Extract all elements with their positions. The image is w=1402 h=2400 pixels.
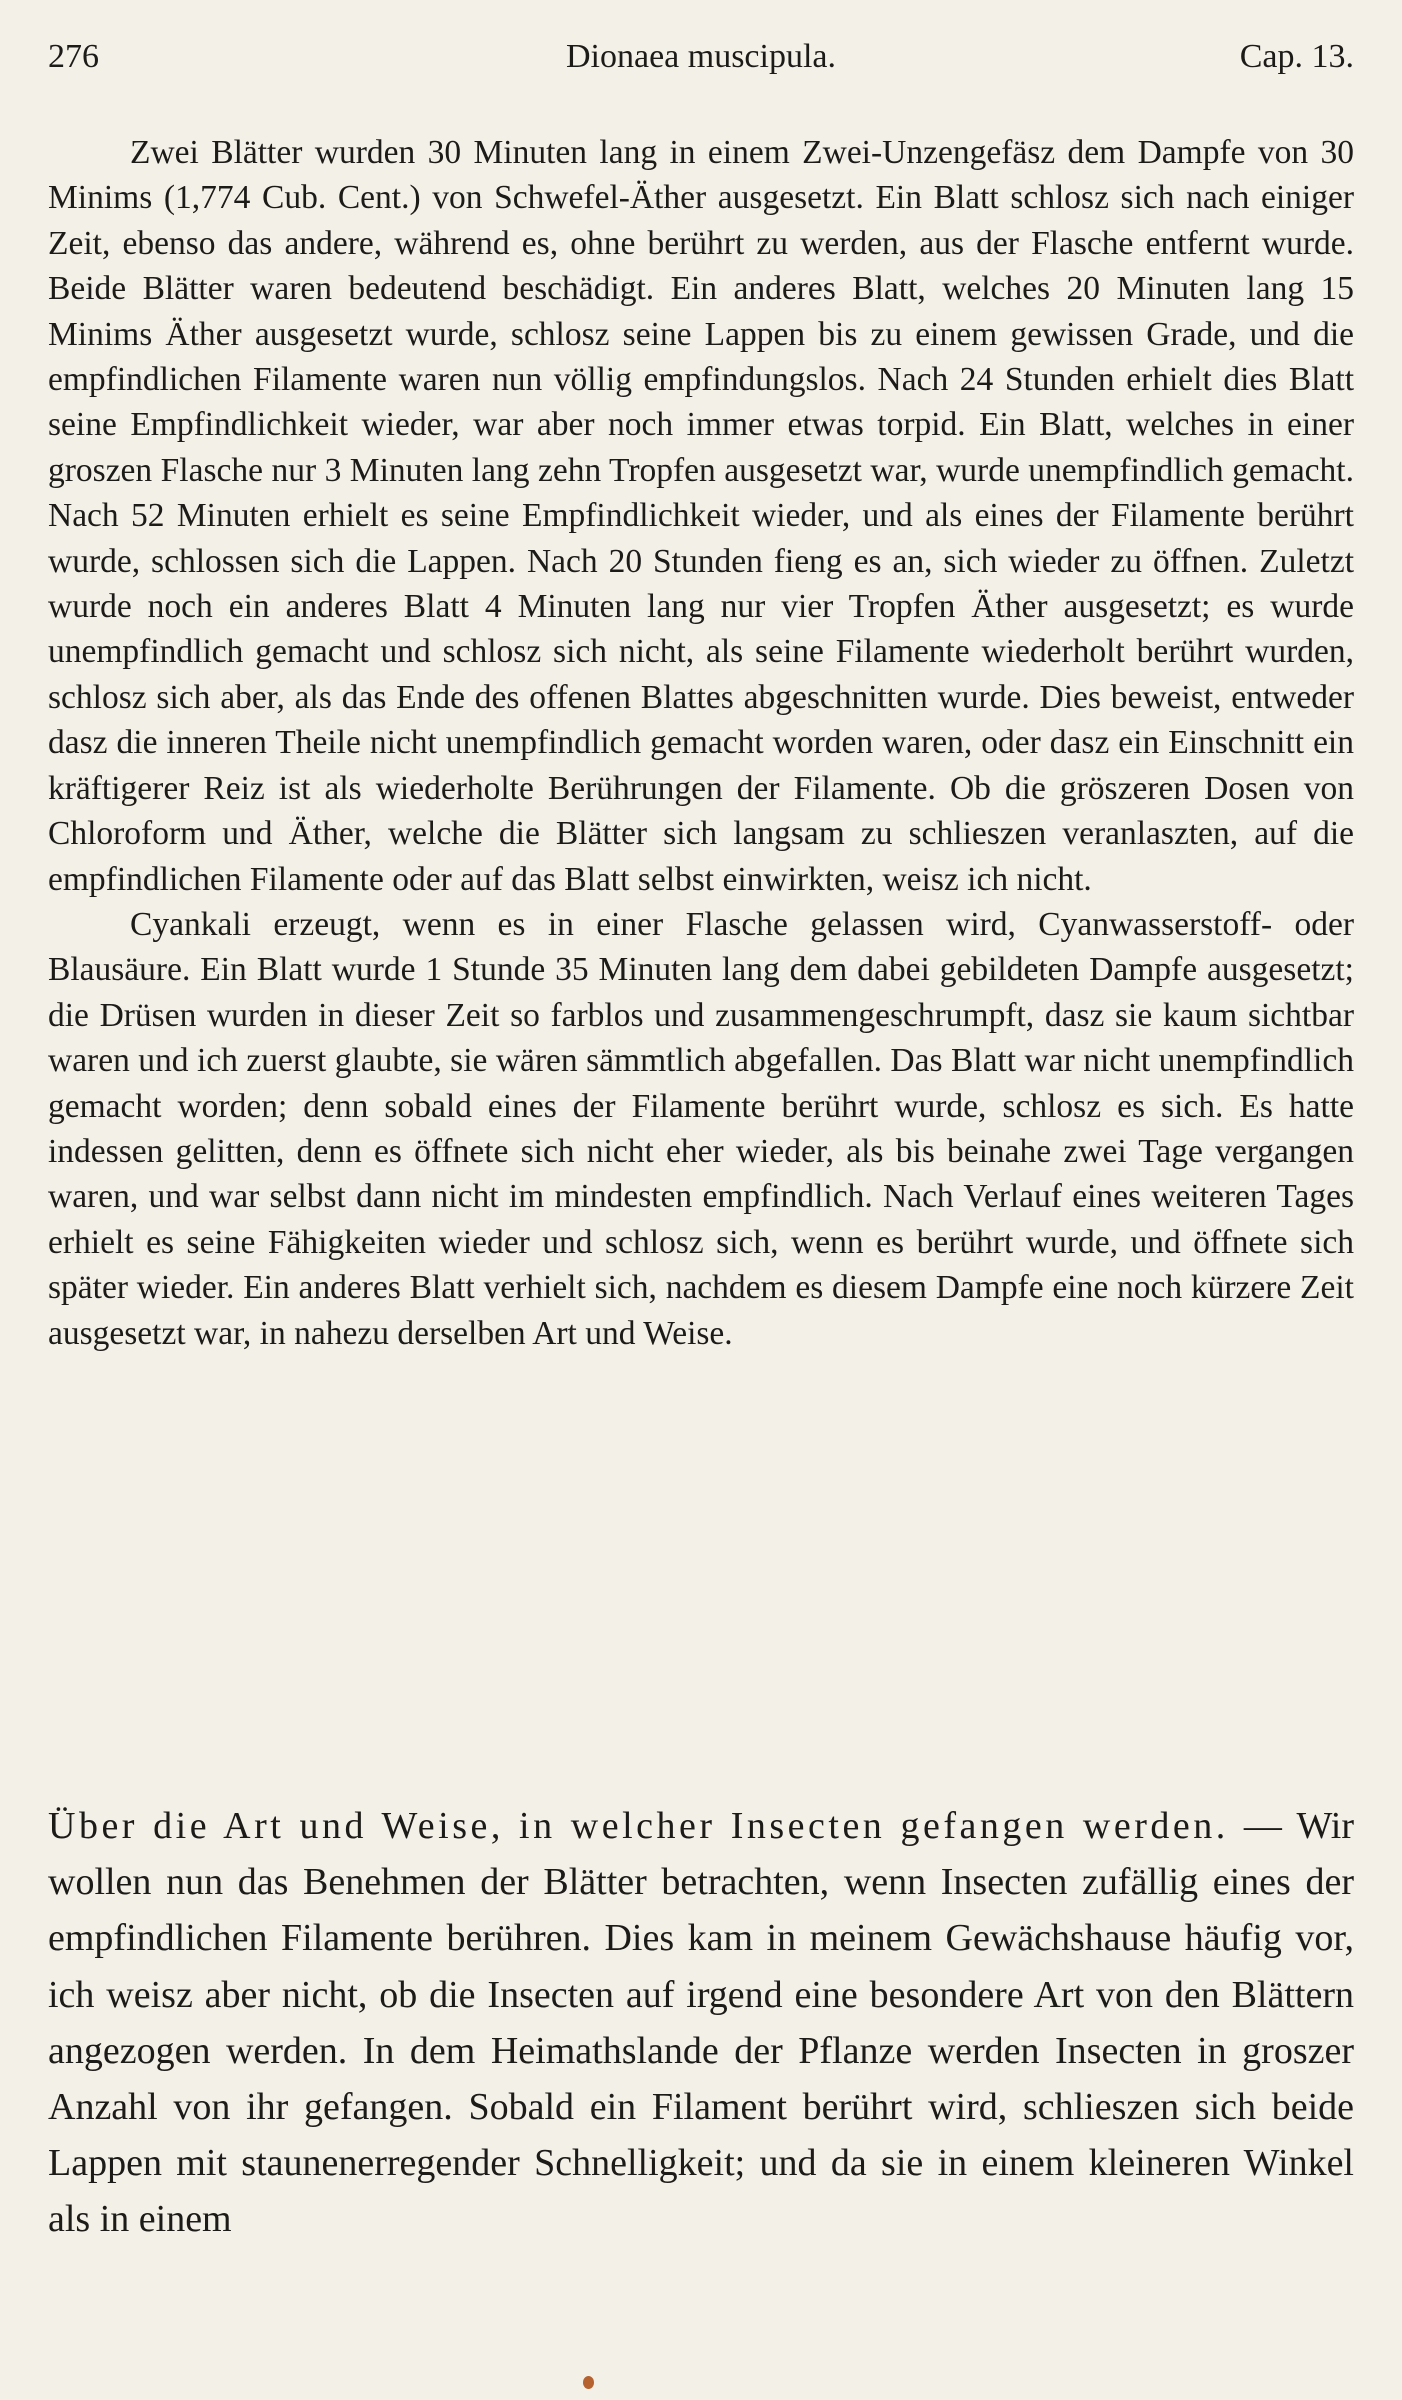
running-head (48, 38, 1354, 88)
section-insects (48, 1798, 1354, 2248)
paragraph-ether: Zwei Blätter wurden 30 Minuten lang in einem Zwei-Unzengefäsz dem Dampfe von 30 Minims (1,774 Cub. Cent.) von Schwefel-Äther ausgesetzt. Ein Blatt schlosz sich nach einiger Zeit, ebenso das andere, während es, ohne berührt zu werden, aus der Flasche entfernt wurde. Beide Blätter waren bedeutend beschädigt. Ein anderes Blatt, welches 20 Minuten lang 15 Minims Äther ausgesetzt wurde, schlosz seine Lappen bis zu einem gewissen Grade, und die empfindlichen Filamente waren nun völlig empfindungslos. Nach 24 Stunden erhielt dies Blatt seine Empfindlichkeit wieder, war aber noch immer etwas torpid. Ein Blatt, welches in einer groszen Flasche nur 3 Minuten lang zehn Tropfen ausgesetzt war, wurde unempfindlich gemacht. Nach 52 Minuten erhielt es seine Empfindlichkeit wieder, und als eines der Filamente berührt wurde, schlossen sich die Lappen. Nach 20 Stunden fieng es an, sich wieder zu öffnen. Zuletzt wurde noch ein anderes Blatt 4 Minuten lang nur vier Tropfen Äther ausgesetzt; es wurde unempfindlich gemacht und schlosz sich nicht, als seine Filamente wiederholt berührt wurden, schlosz sich aber, als das Ende des offenen Blattes abgeschnitten wurde. Dies beweist, entweder dasz die inneren Theile nicht unempfindlich gemacht worden waren, oder dasz ein Einschnitt ein kräftigerer Reiz ist als wiederholte Berührungen der Filamente. Ob die gröszeren Dosen von Chloroform und Äther, welche die Blätter sich langsam zu schlieszen veranlaszten, auf die empfindlichen Filamente oder auf das Blatt selbst einwirkten, weisz ich nicht. (48, 134, 1354, 898)
section-heading: Über die Art und Weise, in welcher Insecten gefangen werden. — (48, 1805, 1286, 1847)
running-title: Dionaea muscipula. (565, 38, 837, 75)
chapter-label: Cap. 13. (1239, 38, 1354, 75)
section-text: Wir wollen nun das Benehmen der Blätter betrachten, wenn Insecten zufällig eines der empfindlichen Filamente berühren. Dies kam in meinem Gewächshause häufig vor, ich weisz aber nicht, ob die Insecten auf irgend eine besondere Art von den Blättern angezogen werden. In dem Heimathslande der Pflanze werden Insecten in groszer Anzahl von ihr gefangen. Sobald ein Filament berührt wird, schlieszen sich beide Lappen mit staunenerregender Schnelligkeit; und da sie in einem kleineren Winkel als in einem (48, 1805, 1354, 2241)
page-number: 276 (48, 38, 99, 75)
body-text (48, 130, 1354, 1356)
paragraph-cyanide: Cyankali erzeugt, wenn es in einer Flasche gelassen wird, Cyanwasserstoff- oder Blausäure. Ein Blatt wurde 1 Stunde 35 Minuten lang dem dabei gebildeten Dampfe ausgesetzt; die Drüsen wurden in dieser Zeit so farblos und zusammengeschrumpft, dasz sie kaum sichtbar waren und ich zuerst glaubte, sie wären sämmtlich abgefallen. Das Blatt war nicht unempfindlich gemacht worden; denn sobald eines der Filamente berührt wurde, schlosz es sich. Es hatte indessen gelitten, denn es öffnete sich nicht eher wieder, als bis beinahe zwei Tage vergangen waren, und war selbst dann nicht im mindesten empfindlich. Nach Verlauf eines weiteren Tages erhielt es seine Fähigkeiten wieder und schlosz sich, wenn es berührt wurde, und öffnete sich später wieder. Ein anderes Blatt verhielt sich, nachdem es diesem Dampfe eine noch kürzere Zeit ausgesetzt war, in nahezu derselben Art und Weise. (48, 905, 1354, 1352)
ink-spot (583, 2376, 594, 2389)
